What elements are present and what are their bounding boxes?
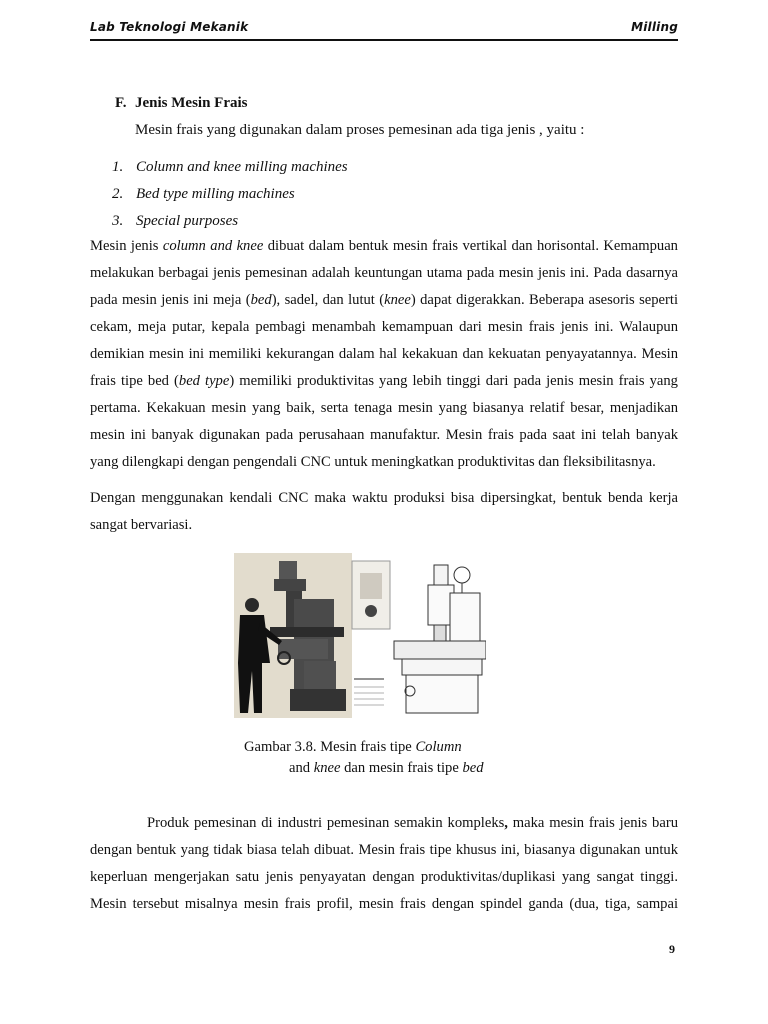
figure-caption-line2 xyxy=(289,760,484,777)
text-run: ) dapat digerakkan. Beberapa asesoris seperti xyxy=(410,292,679,308)
caption-run-italic: knee xyxy=(313,760,341,776)
caption-run-italic: Column xyxy=(415,739,462,755)
text-run-italic: bed type xyxy=(178,373,230,389)
text-run-italic: column and knee xyxy=(162,238,264,254)
list-item xyxy=(112,157,348,184)
text-line: pertama. Kekakuan mesin yang baik, serta tenaga mesin yang biasanya relatif besar, menjadikan xyxy=(90,400,678,416)
paragraph-column-knee xyxy=(90,233,678,476)
section-intro: Mesin frais yang digunakan dalam proses pemesinan ada tiga jenis , yaitu : xyxy=(135,122,585,138)
text-run-bold: , xyxy=(504,815,508,831)
caption-run: dan mesin frais tipe xyxy=(340,760,463,776)
text-run: pada mesin jenis ini meja ( xyxy=(90,292,251,308)
text-line: cekam, meja putar, kepala pembagi menambah kemampuan dari mesin frais jenis ini. Walaupun xyxy=(90,319,678,335)
machine-type-list xyxy=(112,157,348,238)
paragraph-cnc xyxy=(90,485,678,539)
list-number: 3. xyxy=(112,213,124,229)
section-heading xyxy=(115,95,248,112)
text-line: Dengan menggunakan kendali CNC maka waktu produksi bisa dipersingkat, bentuk benda kerja xyxy=(90,490,678,506)
header-right-title: Milling xyxy=(631,20,678,34)
text-run-italic: bed xyxy=(250,292,272,308)
text-line: melakukan berbagai jenis pemesinan adalah keuntungan utama pada mesin jenis ini. Pada dasarnya xyxy=(90,265,678,281)
text-line: dengan bentuk yang tidak biasa telah dibuat. Mesin frais tipe khusus ini, biasanya digunakan untuk xyxy=(90,842,678,858)
text-line xyxy=(90,810,678,837)
header-rule xyxy=(90,39,678,41)
text-line xyxy=(90,287,678,314)
text-line xyxy=(90,233,678,260)
text-line: mesin ini banyak digunakan pada perusahaan manufaktur. Mesin frais pada saat ini telah banyak xyxy=(90,427,678,443)
text-run: dibuat dalam bentuk mesin frais vertikal dan horisontal. Kemampuan xyxy=(263,238,678,254)
list-item xyxy=(112,184,348,211)
text-line xyxy=(90,368,678,395)
list-number: 2. xyxy=(112,186,124,202)
text-line: sangat bervariasi. xyxy=(90,517,193,533)
milling-machines-figure xyxy=(234,553,486,718)
text-line: Mesin tersebut misalnya mesin frais profil, mesin frais dengan spindel ganda (dua, tiga, sampai xyxy=(90,896,678,912)
header-left-title: Lab Teknologi Mekanik xyxy=(90,20,249,34)
section-title: Jenis Mesin Frais xyxy=(135,95,248,111)
page-header xyxy=(90,18,678,40)
caption-run-italic: bed xyxy=(462,760,484,776)
list-number: 1. xyxy=(112,159,124,175)
text-run: ), sadel, dan lutut ( xyxy=(271,292,385,308)
paragraph-special-purpose xyxy=(90,810,678,918)
milling-machines-illustration xyxy=(234,553,486,718)
text-run: frais tipe bed ( xyxy=(90,373,179,389)
figure-caption-line1 xyxy=(244,739,462,756)
page-number: 9 xyxy=(669,942,675,956)
text-run: ) memiliki produktivitas yang lebih tinggi dari pada jenis mesin frais yang xyxy=(229,373,678,389)
caption-run: Gambar 3.8. Mesin frais tipe xyxy=(244,739,416,755)
list-label: Bed type milling machines xyxy=(136,186,295,202)
text-run-italic: knee xyxy=(384,292,411,308)
caption-run: and xyxy=(289,760,314,776)
text-line: yang dilengkapi dengan pengendali CNC untuk meningkatkan produktivitas dan fleksibilitasnya. xyxy=(90,454,656,470)
text-line: demikian mesin ini memiliki kekurangan dalam hal kekakuan dan kekuatan penyayatannya. Mesin xyxy=(90,346,678,362)
list-label: Column and knee milling machines xyxy=(136,159,348,175)
list-label: Special purposes xyxy=(136,213,239,229)
text-run: Mesin jenis xyxy=(90,238,163,254)
text-run: maka mesin frais jenis baru xyxy=(507,815,678,831)
section-marker: F. xyxy=(115,95,127,111)
text-line: keperluan mengerjakan satu jenis penyayatan dengan produktivitas/duplikasi yang sangat tinggi. xyxy=(90,869,678,885)
text-run: Produk pemesinan di industri pemesinan semakin kompleks xyxy=(147,815,505,831)
